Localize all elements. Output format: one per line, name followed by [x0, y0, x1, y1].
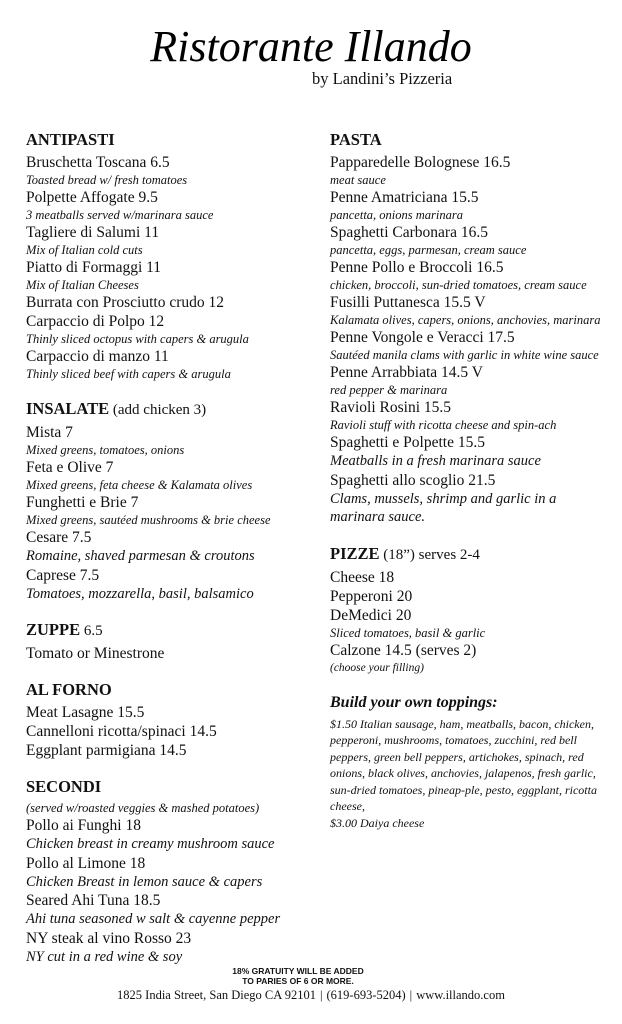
menu-item-name: Funghetti e Brie 7 — [26, 494, 139, 511]
menu-item-name: Penne Arrabbiata 14.5 V — [330, 364, 483, 381]
right-sections — [330, 130, 610, 676]
section-heading — [26, 777, 316, 797]
section-intro: (served w/roasted veggies & mashed potatoes) — [26, 801, 260, 815]
section-note: (18”) serves 2-4 — [379, 546, 480, 563]
menu-item-name: Carpaccio di manzo 11 — [26, 348, 169, 365]
menu-section — [26, 777, 316, 966]
section-title: PIZZE — [330, 543, 380, 563]
menu-item-name: Spaghetti e Polpette 15.5 — [330, 434, 485, 451]
menu-item-description: Mix of Italian Cheeses — [26, 278, 139, 292]
menu-item-name: Meat Lasagne 15.5 — [26, 704, 145, 721]
menu-section — [26, 130, 316, 382]
menu-item-name: Pepperoni 20 — [330, 587, 413, 605]
build-your-own-section — [330, 693, 610, 832]
menu-item-name: Seared Ahi Tuna 18.5 — [26, 892, 161, 909]
footer-website[interactable]: www.illando.com — [416, 988, 505, 1002]
menu-item-description: Meatballs in a fresh marinara sauce — [330, 453, 541, 469]
menu-item-description: Mixed greens, sautéed mushrooms & brie cheese — [26, 513, 271, 527]
menu-item-name: NY steak al vino Rosso 23 — [26, 929, 192, 947]
menu-section — [26, 680, 316, 760]
menu-item-name: Mista 7 — [26, 424, 73, 441]
section-heading — [330, 544, 610, 565]
section-note: 6.5 — [80, 623, 103, 639]
menu-item-name: Ravioli Rosini 15.5 — [330, 399, 451, 416]
footer-phone: (619-693-5204) — [326, 988, 406, 1002]
menu-item-name: Tomato or Minestrone — [26, 645, 165, 662]
menu-item-name: Cesare 7.5 — [26, 529, 92, 546]
section-title: INSALATE — [26, 399, 110, 418]
section-heading — [330, 130, 610, 150]
gratuity-notice — [0, 966, 596, 986]
section-heading — [26, 130, 316, 150]
menu-item-description: Kalamata olives, capers, onions, anchovies, marinara — [330, 313, 601, 327]
menu-item-description: Sliced tomatoes, basil & garlic — [330, 625, 486, 640]
menu-item-name: Papparedelle Bolognese 16.5 — [330, 154, 511, 171]
menu-item-description: NY cut in a red wine & soy — [26, 948, 183, 965]
menu-item-description: pancetta, eggs, parmesan, cream sauce — [330, 243, 527, 257]
menu-item-description: Tomatoes, mozzarella, basil, balsamico — [26, 585, 254, 602]
menu-item-name: Cheese 18 — [330, 568, 395, 586]
menu-item-description: red pepper & marinara — [330, 383, 448, 397]
menu-item-description: Toasted bread w/ fresh tomatoes — [26, 173, 188, 187]
menu-item-name: Bruschetta Toscana 6.5 — [26, 154, 170, 171]
footer-address: 1825 India Street, San Diego CA 92101 — [117, 988, 316, 1002]
build-your-own-daiya: $3.00 Daiya cheese — [330, 815, 425, 830]
menu-item-name: Cannelloni ricotta/spinaci 14.5 — [26, 723, 217, 740]
menu-item-name: Carpaccio di Polpo 12 — [26, 313, 165, 330]
menu-item-description: (choose your filling) — [330, 661, 424, 674]
left-column — [26, 130, 316, 983]
menu-item-name: Penne Vongole e Veracci 17.5 — [330, 329, 515, 346]
footer-divider: | — [320, 988, 323, 1002]
menu-section — [330, 130, 610, 527]
menu-item-name: Eggplant parmigiana 14.5 — [26, 742, 187, 759]
menu-section — [26, 620, 316, 663]
menu-item-description: Thinly sliced beef with capers & arugula — [26, 367, 231, 381]
menu-item-name: Feta e Olive 7 — [26, 459, 114, 476]
build-your-own-toppings: $1.50 Italian sausage, ham, meatballs, bacon, chicken, pepperoni, mushrooms, tomatoes, zucchini, red bell peppers, green bell peppers, artichokes, spinach, red onions, black olives, anchovies, jalapenos, fresh garlic, sun-dried tomatoes, pineap-ple, pesto, eggplant, ricotta cheese, — [330, 716, 597, 813]
menu-item-description: Mix of Italian cold cuts — [26, 243, 143, 257]
menu-item-description: Ravioli stuff with ricotta cheese and spin-ach — [330, 418, 557, 432]
menu-item-name: Caprese 7.5 — [26, 566, 100, 584]
menu-item-name: Tagliere di Salumi 11 — [26, 224, 160, 241]
restaurant-name: Ristorante Illando — [150, 22, 472, 71]
menu-item-description: chicken, broccoli, sun-dried tomatoes, cream sauce — [330, 278, 587, 292]
menu-item-description: Chicken breast in creamy mushroom sauce — [26, 836, 275, 852]
menu-item-description: Clams, mussels, shrimp and garlic in a marinara sauce. — [330, 490, 557, 525]
menu-item-description: Ahi tuna seasoned w salt & cayenne pepper — [26, 911, 281, 927]
menu-item-description: Romaine, shaved parmesan & croutons — [26, 548, 255, 564]
menu-section — [330, 544, 610, 676]
section-heading — [26, 399, 316, 420]
section-note: (add chicken 3) — [109, 402, 207, 418]
menu-item-description: Mixed greens, feta cheese & Kalamata olives — [26, 478, 253, 492]
menu-item-name: Spaghetti Carbonara 16.5 — [330, 224, 488, 241]
menu-item-name: DeMedici 20 — [330, 606, 412, 624]
section-title: ANTIPASTI — [26, 130, 115, 149]
menu-item-name: Pollo ai Funghi 18 — [26, 817, 141, 834]
menu-item-name: Spaghetti allo scoglio 21.5 — [330, 471, 496, 489]
menu-section — [26, 399, 316, 603]
menu-item-description: 3 meatballs served w/marinara sauce — [26, 208, 214, 222]
menu-item-name: Penne Pollo e Broccoli 16.5 — [330, 259, 504, 276]
menu-item-name: Pollo al Limone 18 — [26, 854, 146, 872]
section-title: SECONDI — [26, 777, 102, 796]
menu-item-description: pancetta, onions marinara — [330, 208, 463, 222]
gratuity-line-1: 18% GRATUITY WILL BE ADDED — [232, 966, 364, 976]
section-title: ZUPPE — [26, 620, 81, 639]
section-heading — [26, 620, 316, 641]
section-title: PASTA — [330, 130, 382, 149]
menu-item-name: Burrata con Prosciutto crudo 12 — [26, 294, 225, 311]
section-title: AL FORNO — [26, 680, 112, 699]
menu-item-description: Sautéed manila clams with garlic in white wine sauce — [330, 348, 599, 362]
menu-item-description: Thinly sliced octopus with capers & arugula — [26, 332, 249, 346]
menu-item-description: meat sauce — [330, 173, 386, 187]
menu-item-description: Chicken Breast in lemon sauce & capers — [26, 873, 263, 890]
menu-item-description: Mixed greens, tomatoes, onions — [26, 443, 185, 457]
restaurant-subtitle: by Landini’s Pizzeria — [312, 69, 453, 88]
menu-item-name: Fusilli Puttanesca 15.5 V — [330, 294, 486, 311]
menu-item-name: Polpette Affogate 9.5 — [26, 189, 158, 206]
section-heading — [26, 680, 316, 700]
build-your-own-title: Build your own toppings: — [330, 693, 498, 711]
footer — [0, 988, 622, 1002]
menu-item-name: Penne Amatriciana 15.5 — [330, 189, 479, 206]
menu-item-name: Calzone 14.5 (serves 2) — [330, 641, 477, 659]
menu-item-name: Piatto di Formaggi 11 — [26, 259, 162, 276]
footer-divider: | — [409, 988, 413, 1002]
right-column — [330, 130, 610, 831]
gratuity-line-2: TO PARIES OF 6 OR MORE. — [242, 976, 354, 986]
